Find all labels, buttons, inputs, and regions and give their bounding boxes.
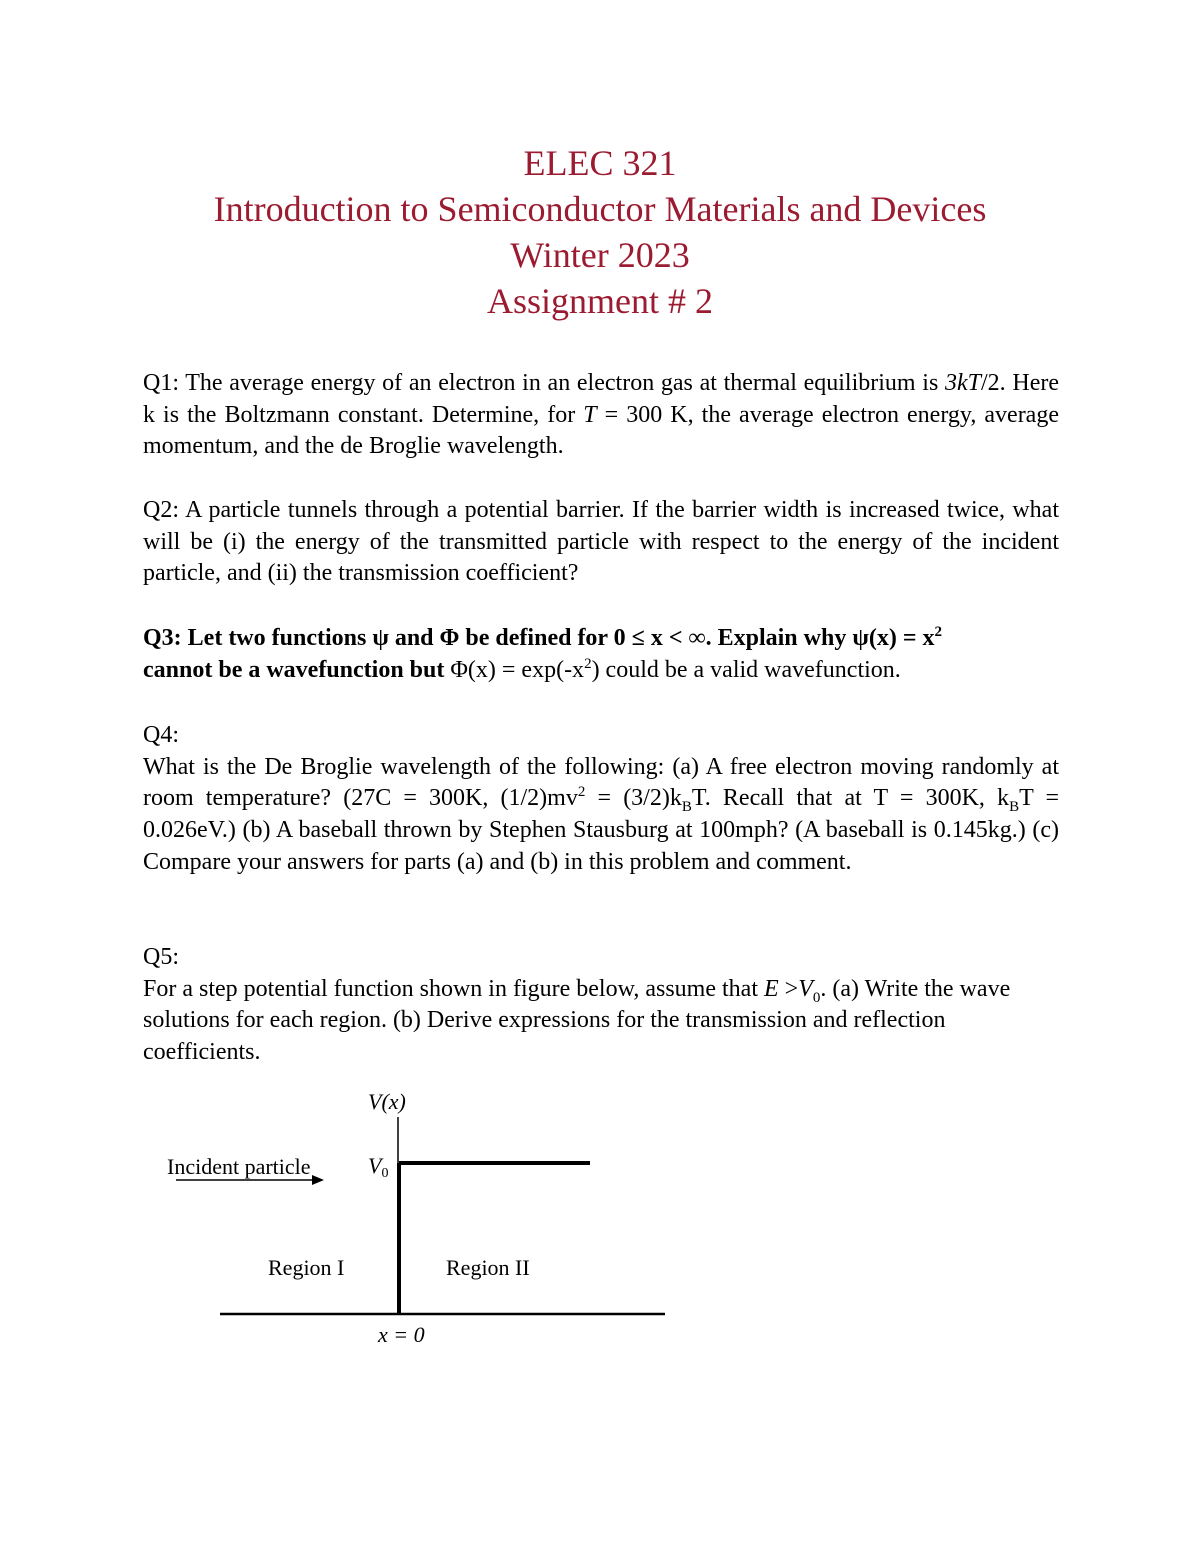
v0-label: V0 (368, 1153, 389, 1181)
question-2: Q2: A particle tunnels through a potential barrier. If the barrier width is increased twice, what will be (i) the energy of the transmitted particle with respect to the energy of the incident particle, and (ii) the transmission coefficient? (143, 497, 1059, 587)
question-5: Q5: For a step potential function shown in figure below, assume that $E >V_0$. (a) Write the wave solutions for each region. (b) Derive expressions for the transmission and reflection coefficients. (143, 942, 1053, 1069)
question-1: Q1: The average energy of an electron in an electron gas at thermal equilibrium is 3kT/2. Here k is the Boltzmann constant. Determine, for T = 300 K, the average electron energy, average momentum, and the de Broglie wavelength. (143, 370, 1060, 460)
course-code: ELEC 321 (523, 143, 677, 183)
question-4: Q4: What is the De Broglie wavelength of the following: (a) A free electron moving randomly at room temperature? (27C = 300K, $(1/2)mv^2 = (3/2)k_BT$. Recall that at T = 300K, $k_BT = 0.026eV$.) (b) A baseball thrown by Stephen Stausburg at 100mph? (A baseball is 0.145kg.) (c) Compare your answers for parts (a) and (b) in this problem and comment. (143, 722, 1060, 875)
region-2-label: Region II (446, 1255, 530, 1280)
y-axis-label: V(x) (368, 1089, 406, 1114)
question-3: Q3: Let two functions ψ and Φ be defined for 0 ≤ x < ∞. Explain why $\psi(x) = x^2$ cannot be a wavefunction but $\Phi(x) = \exp(-x^2)$ could be a valid wavefunction. (143, 624, 942, 683)
course-title: Introduction to Semiconductor Materials and Devices (213, 189, 987, 229)
incident-label: Incident particle (167, 1154, 311, 1179)
q5-label: Q5: (143, 944, 179, 970)
expr-3kt: 3kT (945, 370, 982, 396)
origin-label: x = 0 (378, 1322, 425, 1347)
region-1-label: Region I (268, 1255, 345, 1280)
q4-label: Q4: (143, 722, 179, 748)
assignment-title: Assignment # 2 (486, 281, 713, 321)
term: Winter 2023 (510, 235, 690, 275)
document-header (0, 140, 1200, 324)
